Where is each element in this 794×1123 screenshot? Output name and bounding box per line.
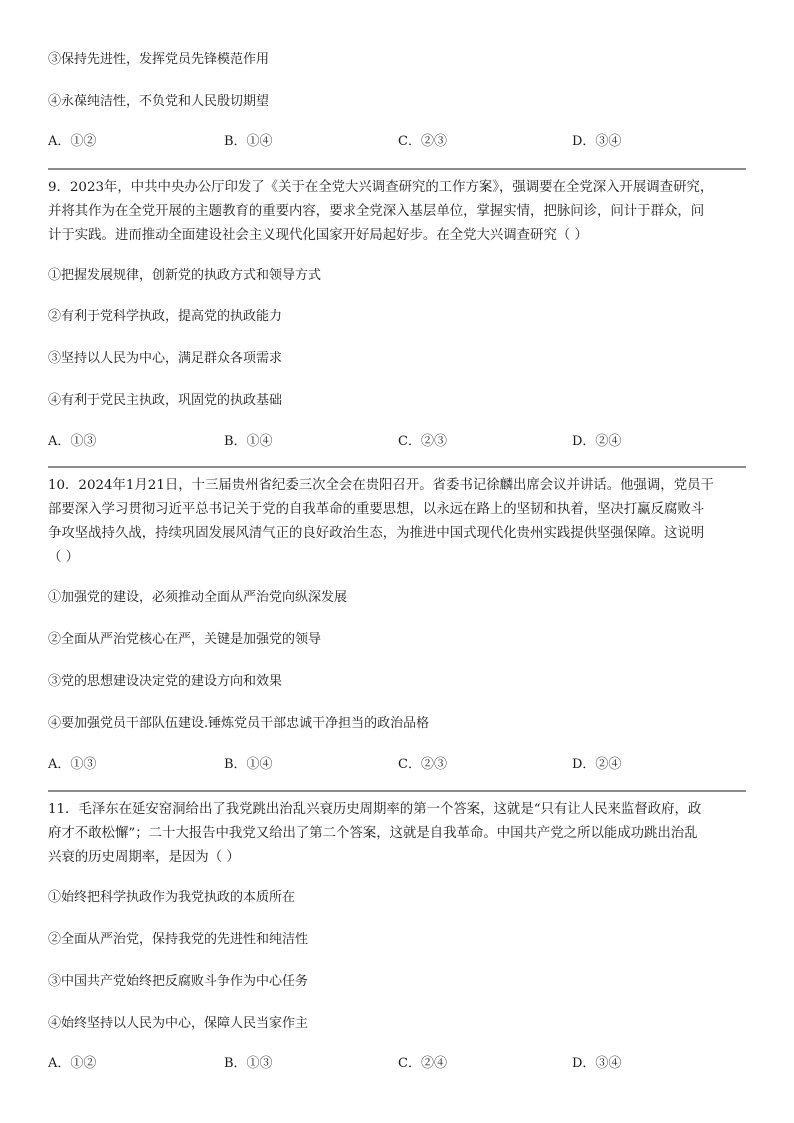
q9-answer-row [48,434,748,450]
q10-stem-line: （ ） [48,550,80,565]
q10-option-1: ①加强党的建设，必须推动全面从严治党向纵深发展 [48,590,348,605]
q9-answer-a[interactable]: A．①③ [48,434,97,449]
q11-answer-d[interactable]: D．③④ [572,1056,622,1071]
q11-stem-line: 11．毛泽东在延安窑洞给出了我党跳出治乱兴衰历史周期率的第一个答案，这就是“只有让人民来监督政府，政 [48,802,702,817]
q8-answer-c[interactable]: C．②③ [398,134,447,149]
q10-option-4: ④要加强党员干部队伍建设.锤炼党员干部忠诚干净担当的政治品格 [48,716,430,731]
q8-option-4: ④永葆纯洁性，不负党和人民殷切期望 [48,94,270,109]
q11-option-3: ③中国共产党始终把反腐败斗争作为中心任务 [48,974,309,989]
q11-stem-line: 兴衰的历史周期率，是因为（ ） [48,850,240,865]
q10-answer-row [48,757,748,773]
q8-answer-b[interactable]: B．①④ [224,134,273,149]
q9-option-4: ④有利于党民主执政，巩固党的执政基础 [48,393,283,408]
q10-stem-line: 部要深入学习贯彻习近平总书记关于党的自我革命的重要思想，以永远在路上的坚韧和执着，坚决打赢反腐败斗 [48,502,705,517]
q11-option-4: ④始终坚持以人民为中心，保障人民当家作主 [48,1016,309,1031]
divider [48,168,746,170]
q10-answer-d[interactable]: D．②④ [572,757,622,772]
q9-option-2: ②有利于党科学执政，提高党的执政能力 [48,309,283,324]
q8-option-3: ③保持先进性，发挥党员先锋模范作用 [48,52,270,67]
q11-stem-line: 府才不敢松懈”；二十大报告中我党又给出了第二个答案，这就是自我革命。中国共产党之所以能成功跳出治乱 [48,826,698,841]
q10-answer-c[interactable]: C．②③ [398,757,447,772]
q9-answer-d[interactable]: D．②④ [572,434,622,449]
q10-answer-b[interactable]: B．①④ [224,757,273,772]
q11-answer-a[interactable]: A．①② [48,1056,97,1071]
q9-answer-b[interactable]: B．①④ [224,434,273,449]
q9-option-1: ①把握发展规律，创新党的执政方式和领导方式 [48,268,322,283]
q10-option-3: ③党的思想建设决定党的建设方向和效果 [48,674,283,689]
q8-answer-a[interactable]: A．①② [48,134,97,149]
divider [48,790,746,792]
q8-answer-row [48,134,748,150]
q11-option-1: ①始终把科学执政作为我党执政的本质所在 [48,890,296,905]
q11-answer-row [48,1056,748,1072]
q11-answer-b[interactable]: B．①③ [224,1056,273,1071]
q9-stem-line: 并将其作为在全党开展的主题教育的重要内容，要求全党深入基层单位，掌握实情，把脉问诊，问计于群众，问 [48,204,705,219]
q10-option-2: ②全面从严治党核心在严，关键是加强党的领导 [48,632,322,647]
q9-answer-c[interactable]: C．②③ [398,434,447,449]
q8-answer-d[interactable]: D．③④ [572,134,622,149]
q10-stem-line: 10．2024年1月21日，十三届贵州省纪委三次全会在贵阳召开。省委书记徐麟出席会议并讲话。他强调，党员干 [48,478,714,493]
q9-stem-line: 9．2023年，中共中央办公厅印发了《关于在全党大兴调查研究的工作方案》，强调要在全党深入开展调查研究， [48,180,714,195]
q10-stem-line: 争攻坚战持久战，持续巩固发展风清气正的良好政治生态，为推进中国式现代化贵州实践提供坚强保障。这说明 [48,526,705,541]
q9-option-3: ③坚持以人民为中心，满足群众各项需求 [48,351,283,366]
q11-answer-c[interactable]: C．②④ [398,1056,447,1071]
q10-answer-a[interactable]: A．①③ [48,757,97,772]
q9-stem-line: 计于实践。进而推动全面建设社会主义现代化国家开好局起好步。在全党大兴调查研究（ ） [48,228,588,243]
divider [48,466,746,468]
q11-option-2: ②全面从严治党，保持我党的先进性和纯洁性 [48,932,309,947]
